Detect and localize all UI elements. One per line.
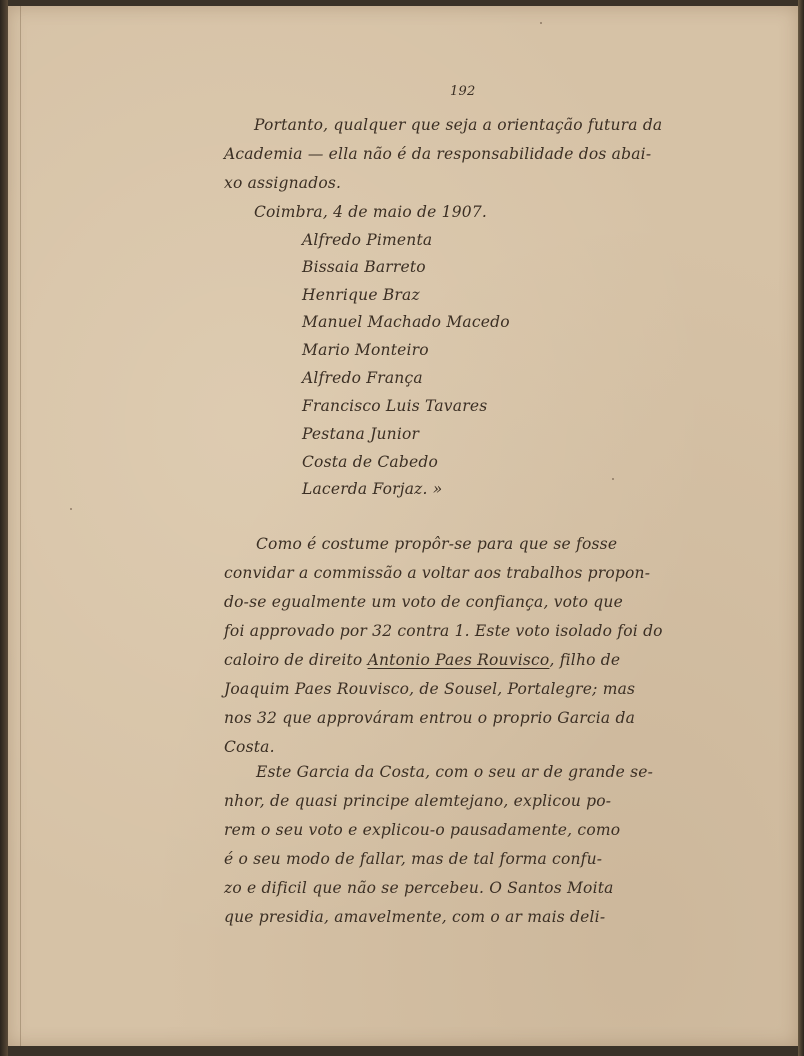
paragraph-2-line-5-text: caloiro de direito [224, 651, 363, 669]
paragraph-2-line-7: nos 32 que approváram entrou o proprio Garcia da [224, 709, 636, 727]
paragraph-3-line-2: nhor, de quasi principe alemtejano, explicou po- [224, 792, 612, 810]
page-right-edge [798, 0, 804, 1056]
paragraph-2-line-5 [224, 651, 620, 669]
paragraph-3-line-5: zo e dificil que não se percebeu. O Santos Moita [224, 879, 614, 897]
paragraph-2-line-5-tail: , filho de [549, 651, 621, 669]
paragraph-3-line-6: que presidia, amavelmente, com o ar mais deli- [224, 908, 606, 926]
paragraph-3-line-3: rem o seu voto e explicou-o pausadamente, como [224, 821, 621, 839]
paper-speck [70, 508, 72, 510]
paragraph-1-line-2: Academia — ella não é da responsabilidade dos abai- [224, 145, 652, 163]
paper-speck [612, 478, 614, 480]
signatory-9: Costa de Cabedo [302, 453, 439, 471]
signatory-1: Alfredo Pimenta [302, 231, 433, 249]
paper-speck [540, 22, 542, 24]
signatory-8: Pestana Junior [302, 425, 420, 443]
signatory-3: Henrique Braz [302, 286, 420, 304]
underlined-name: Antonio Paes Rouvisco [367, 651, 550, 669]
page-fold-line [20, 6, 21, 1046]
paragraph-2-line-4: foi approvado por 32 contra 1. Este voto isolado foi do [224, 622, 663, 640]
signatory-5: Mario Monteiro [302, 341, 429, 359]
paragraph-2-line-6: Joaquim Paes Rouvisco, de Sousel, Portalegre; mas [224, 680, 636, 698]
paragraph-2-line-2: convidar a commissão a voltar aos trabalhos propon- [224, 564, 651, 582]
paragraph-2-line-3: do-se egualmente um voto de confiança, voto que [224, 593, 623, 611]
paragraph-3-line-4: é o seu modo de fallar, mas de tal forma confu- [224, 850, 603, 868]
paragraph-2-line-8: Costa. [224, 738, 275, 756]
paragraph-1-line-1: Portanto, qualquer que seja a orientação futura da [254, 116, 663, 134]
signatory-2: Bissaia Barreto [302, 258, 426, 276]
signatory-10: Lacerda Forjaz. » [302, 480, 443, 498]
signatory-4: Manuel Machado Macedo [302, 313, 510, 331]
paragraph-2-line-1: Como é costume propôr-se para que se fosse [256, 535, 618, 553]
signatory-7: Francisco Luis Tavares [302, 397, 488, 415]
paragraph-1-line-3: xo assignados. [224, 174, 342, 192]
signatory-6: Alfredo França [302, 369, 423, 387]
page-binding-edge [0, 0, 8, 1056]
page-number: 192 [450, 84, 476, 99]
paragraph-3-line-1: Este Garcia da Costa, com o seu ar de grande se- [256, 763, 654, 781]
place-date: Coimbra, 4 de maio de 1907. [254, 203, 488, 221]
